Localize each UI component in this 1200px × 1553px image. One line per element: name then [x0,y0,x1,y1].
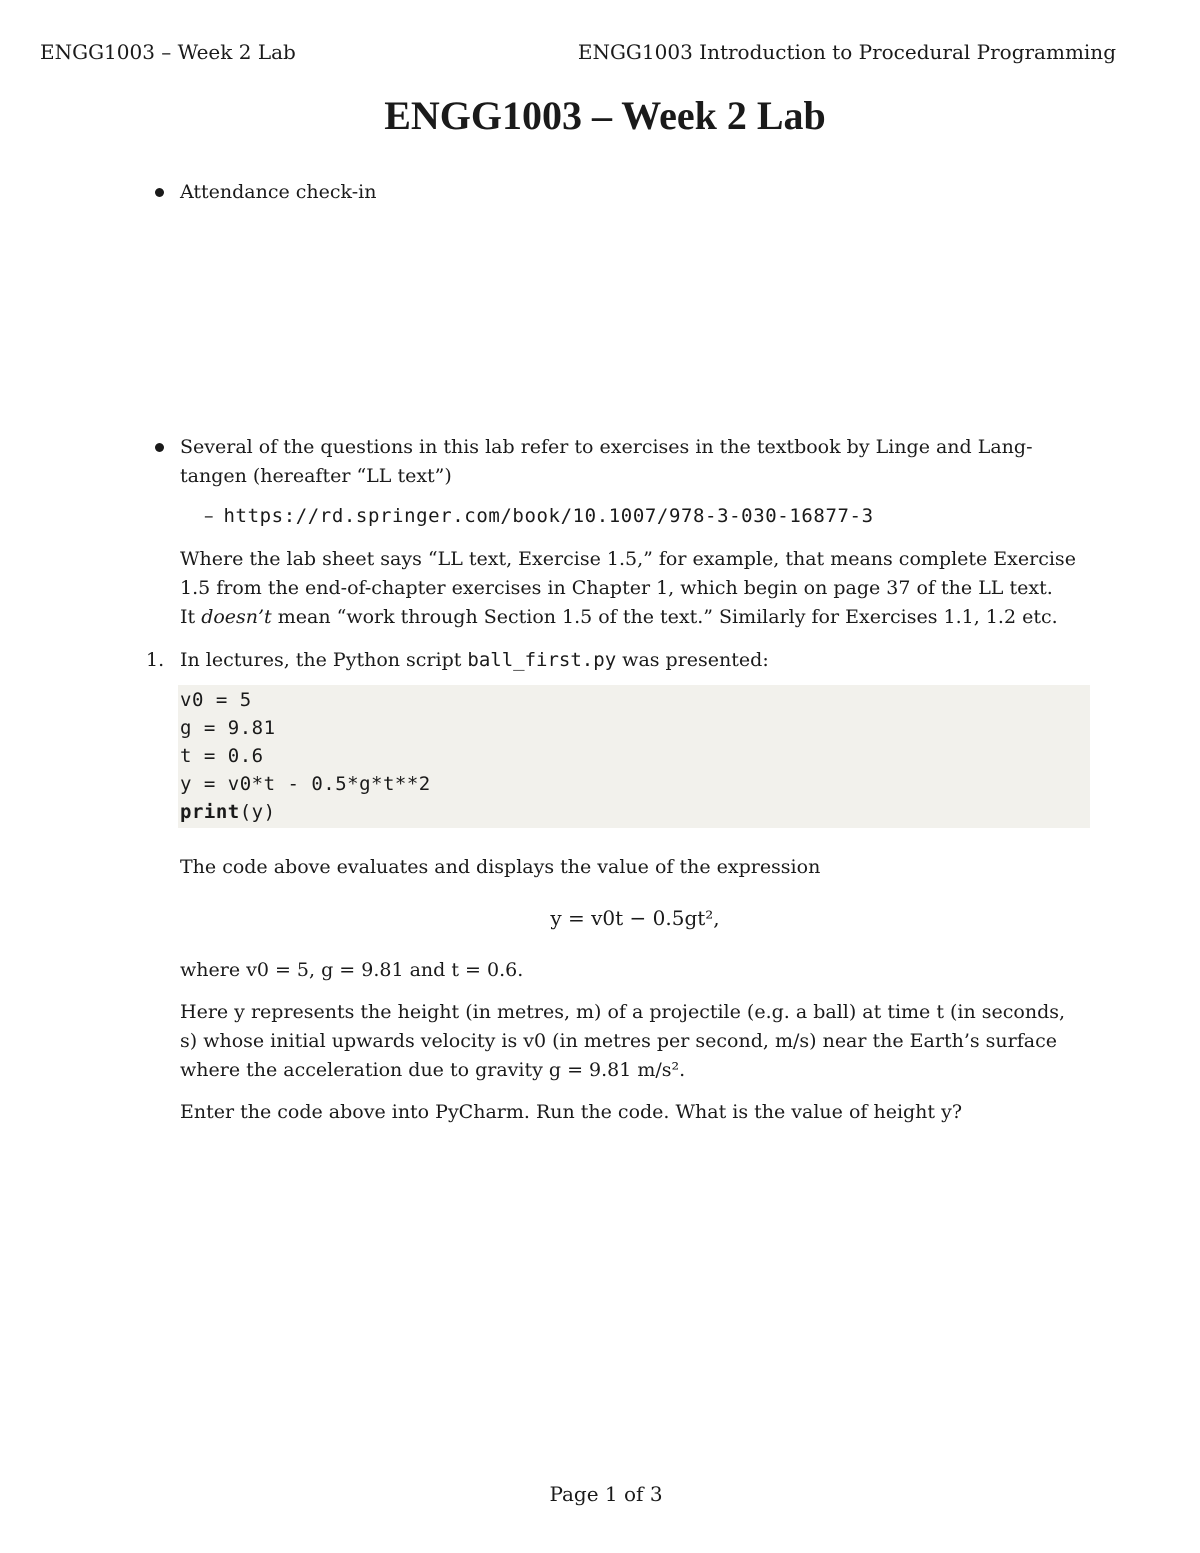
para-text: It [180,606,202,628]
textbook-url-item [204,502,874,531]
intro-text: In lectures, the Python script [180,649,468,671]
code-keyword: print [180,801,240,823]
task-text: Enter the code above into PyCharm. Run the code. What is the value of height y? [180,1101,963,1123]
question-number: 1. [146,649,165,671]
equation: y = v0t − 0.5gt², [550,906,720,930]
code-line: g = 9.81 [180,717,276,739]
bullet-textbook-line2: tangen (hereafter “LL text”) [180,465,452,487]
para-text: mean “work through Section 1.5 of the text.” Similarly for Exercises 1.1, 1.2 etc. [271,606,1058,628]
bullet-attendance: Attendance check-in [180,181,377,203]
bullet-dot [155,188,164,197]
textbook-url-link[interactable]: https://rd.springer.com/book/10.1007/978-3-030-16877-3 [223,505,874,527]
code-line-print [180,798,276,826]
here-line3: where the acceleration due to gravity g = 9.81 m/s². [180,1059,686,1081]
para-emphasis: doesn’t [201,606,272,628]
bullet-dot [155,443,164,452]
explain-text: The code above evaluates and displays the value of the expression [180,856,821,878]
here-line1: Here y represents the height (in metres, m) of a projectile (e.g. a ball) at time t (in seconds, [180,1001,1066,1023]
intro-text: was presented: [616,649,769,671]
running-header-right: ENGG1003 Introduction to Procedural Programming [577,40,1116,64]
script-name: ball_first.py [467,649,617,671]
page-number: Page 1 of 3 [549,1482,663,1506]
lab-sheet-para-line2: 1.5 from the end-of-chapter exercises in Chapter 1, which begin on page 37 of the LL text. [180,577,1053,599]
running-header-left: ENGG1003 – Week 2 Lab [40,40,296,64]
where-text: where v0 = 5, g = 9.81 and t = 0.6. [180,959,524,981]
code-args: (y) [239,801,276,823]
lab-sheet-para-line3 [180,603,1090,632]
here-line2: s) whose initial upwards velocity is v0 (in metres per second, m/s) near the Earth’s surface [180,1030,1057,1052]
bullet-textbook-line1: Several of the questions in this lab refer to exercises in the textbook by Linge and Lang- [180,436,1033,458]
url-dash: – [204,505,214,527]
page-title: ENGG1003 – Week 2 Lab [384,93,826,138]
code-block [178,685,1090,828]
code-line: y = v0*t - 0.5*g*t**2 [180,773,431,795]
lab-sheet-para-line1: Where the lab sheet says “LL text, Exercise 1.5,” for example, that means complete Exercise [180,548,1076,570]
code-line: t = 0.6 [180,745,264,767]
question1-intro [180,646,1090,675]
code-line: v0 = 5 [180,689,252,711]
